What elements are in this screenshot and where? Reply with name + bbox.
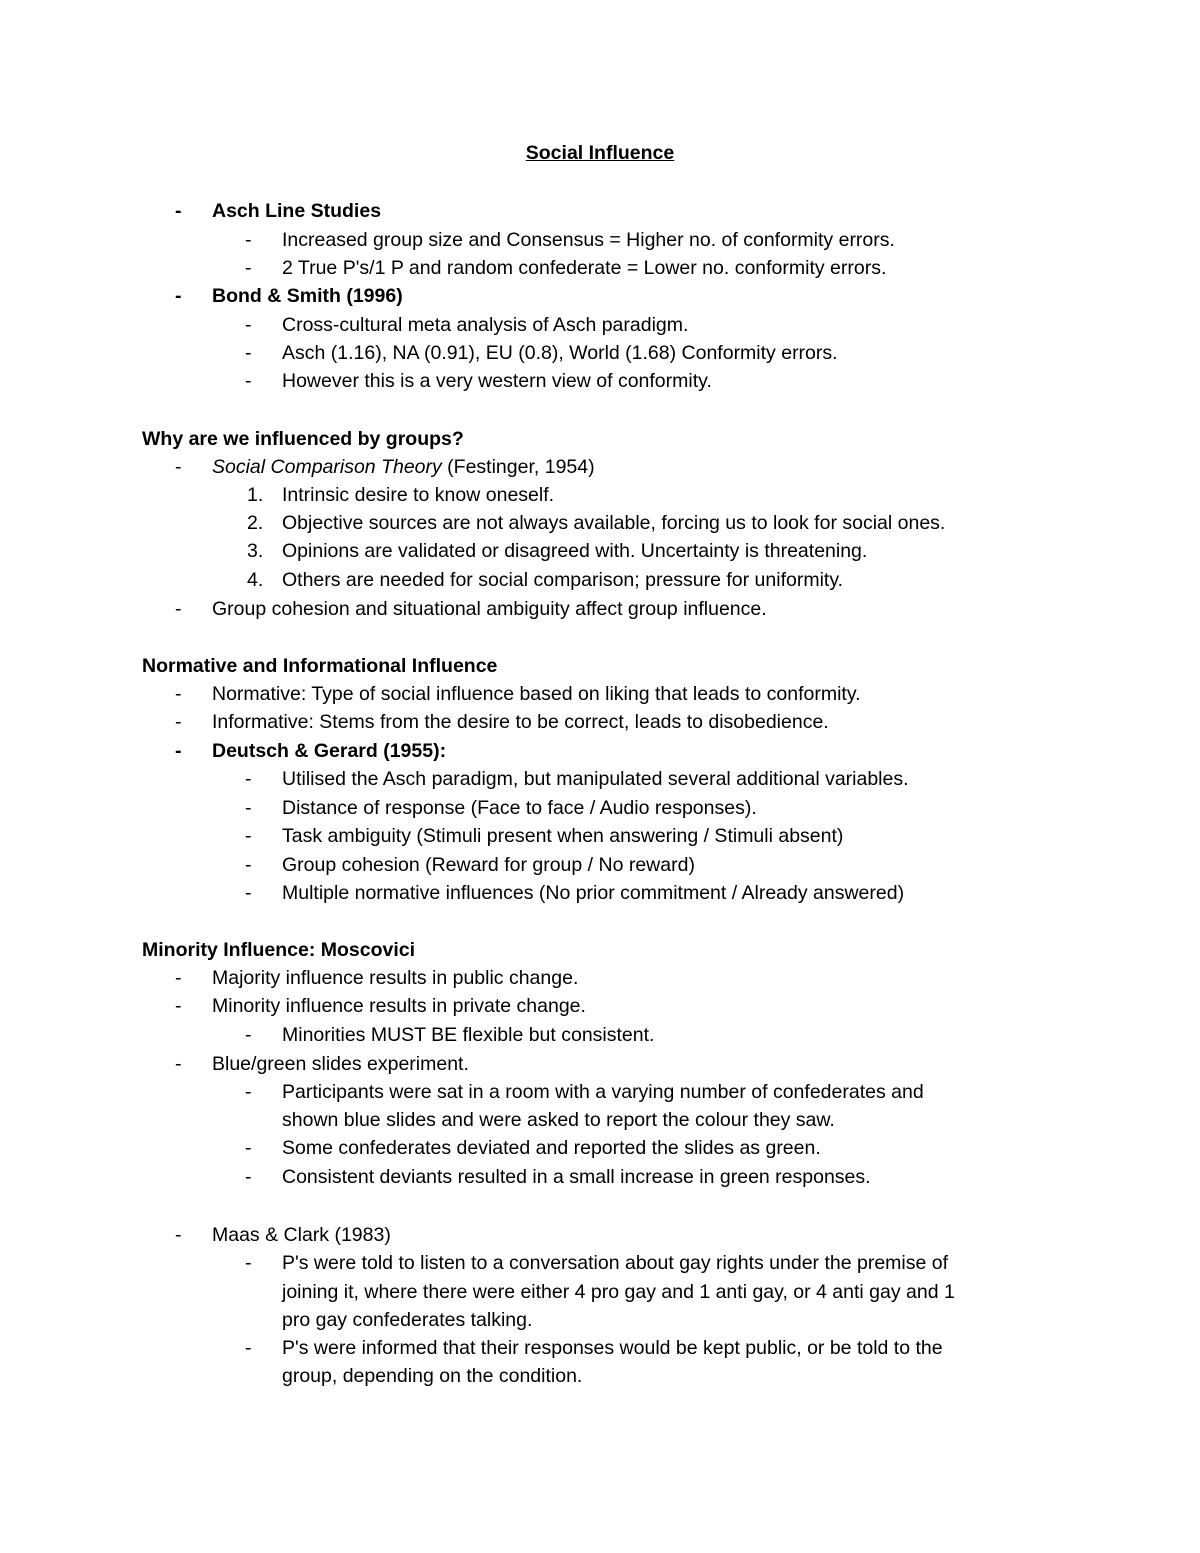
- bullet-dash: -: [245, 797, 252, 819]
- bullet-dash: -: [245, 1252, 252, 1274]
- list-item-text: Maas & Clark (1983): [212, 1224, 391, 1246]
- normative-heading: Normative and Informational Influence: [142, 655, 498, 677]
- numbered-item-text: Others are needed for social comparison; pressure for uniformity.: [282, 569, 844, 591]
- minority-heading: Minority Influence: Moscovici: [142, 939, 416, 961]
- bullet-dash: -: [245, 342, 252, 364]
- list-item-text: shown blue slides and were asked to report the colour they saw.: [282, 1109, 835, 1131]
- numbered-item-text: Opinions are validated or disagreed with. Uncertainty is threatening.: [282, 540, 868, 562]
- bullet-dash: -: [245, 768, 252, 790]
- bullet-dash: -: [175, 456, 182, 478]
- bullet-dash: -: [245, 1137, 252, 1159]
- list-item-text: Informative: Stems from the desire to be correct, leads to disobedience.: [212, 711, 829, 733]
- bullet-dash: -: [175, 1224, 182, 1246]
- bullet-dash: -: [175, 711, 182, 733]
- bullet-dash: -: [175, 740, 182, 762]
- bullet-dash: -: [245, 825, 252, 847]
- numbered-item-text: Intrinsic desire to know oneself.: [282, 484, 555, 506]
- why-heading: Why are we influenced by groups?: [142, 428, 464, 450]
- list-item-text: Minorities MUST BE flexible but consistent.: [282, 1024, 655, 1046]
- item-number: 4.: [247, 569, 264, 591]
- list-item-text: Task ambiguity (Stimuli present when answering / Stimuli absent): [282, 825, 844, 847]
- bullet-dash: -: [175, 1053, 182, 1075]
- deutsch-heading: Deutsch & Gerard (1955):: [212, 740, 447, 762]
- list-item-text: Minority influence results in private change.: [212, 995, 586, 1017]
- bullet-dash: -: [245, 370, 252, 392]
- page-title: Social Influence: [525, 142, 675, 164]
- list-item-text: Asch (1.16), NA (0.91), EU (0.8), World (1.68) Conformity errors.: [282, 342, 838, 364]
- asch-heading: Asch Line Studies: [212, 200, 382, 222]
- list-item-text: Some confederates deviated and reported the slides as green.: [282, 1137, 821, 1159]
- bullet-dash: -: [175, 598, 182, 620]
- bullet-dash: -: [245, 229, 252, 251]
- list-item-text: [212, 453, 595, 481]
- list-item-text: However this is a very western view of conformity.: [282, 370, 712, 392]
- list-item-text: Multiple normative influences (No prior commitment / Already answered): [282, 882, 905, 904]
- list-item-text: Utilised the Asch paradigm, but manipulated several additional variables.: [282, 768, 909, 790]
- sct-cite: (Festinger, 1954): [441, 456, 595, 478]
- list-item-text: joining it, where there were either 4 pro gay and 1 anti gay, or 4 anti gay and 1: [282, 1281, 955, 1303]
- list-item-text: Normative: Type of social influence based on liking that leads to conformity.: [212, 683, 861, 705]
- list-item-text: Increased group size and Consensus = Higher no. of conformity errors.: [282, 229, 895, 251]
- list-item-text: Consistent deviants resulted in a small increase in green responses.: [282, 1166, 871, 1188]
- bullet-dash: -: [175, 683, 182, 705]
- list-item-text: Majority influence results in public change.: [212, 967, 579, 989]
- list-item-text: 2 True P's/1 P and random confederate = Lower no. conformity errors.: [282, 257, 887, 279]
- list-item-text: P's were informed that their responses would be kept public, or be told to the: [282, 1337, 943, 1359]
- list-item-text: Blue/green slides experiment.: [212, 1053, 469, 1075]
- bullet-dash: -: [245, 854, 252, 876]
- list-item-text: Distance of response (Face to face / Audio responses).: [282, 797, 757, 819]
- sct-title: Social Comparison Theory: [212, 456, 442, 478]
- bullet-dash: -: [245, 1337, 252, 1359]
- list-item-text: P's were told to listen to a conversation about gay rights under the premise of: [282, 1252, 949, 1274]
- item-number: 3.: [247, 540, 264, 562]
- bullet-dash: -: [175, 200, 182, 222]
- list-item-text: Group cohesion (Reward for group / No reward): [282, 854, 695, 876]
- bullet-dash: -: [245, 314, 252, 336]
- item-number: 1.: [247, 484, 264, 506]
- list-item-text: Participants were sat in a room with a varying number of confederates and: [282, 1081, 924, 1103]
- list-item-text: pro gay confederates talking.: [282, 1309, 533, 1331]
- bullet-dash: -: [175, 995, 182, 1017]
- bullet-dash: -: [245, 1024, 252, 1046]
- list-item-text: Cross-cultural meta analysis of Asch paradigm.: [282, 314, 689, 336]
- bullet-dash: -: [175, 967, 182, 989]
- bullet-dash: -: [245, 882, 252, 904]
- bullet-dash: -: [245, 1166, 252, 1188]
- bond-heading: Bond & Smith (1996): [212, 285, 403, 307]
- bullet-dash: -: [175, 285, 182, 307]
- bullet-dash: -: [245, 1081, 252, 1103]
- list-item-text: group, depending on the condition.: [282, 1365, 583, 1387]
- item-number: 2.: [247, 512, 264, 534]
- bullet-dash: -: [245, 257, 252, 279]
- list-item-text: Group cohesion and situational ambiguity affect group influence.: [212, 598, 767, 620]
- numbered-item-text: Objective sources are not always available, forcing us to look for social ones.: [282, 512, 946, 534]
